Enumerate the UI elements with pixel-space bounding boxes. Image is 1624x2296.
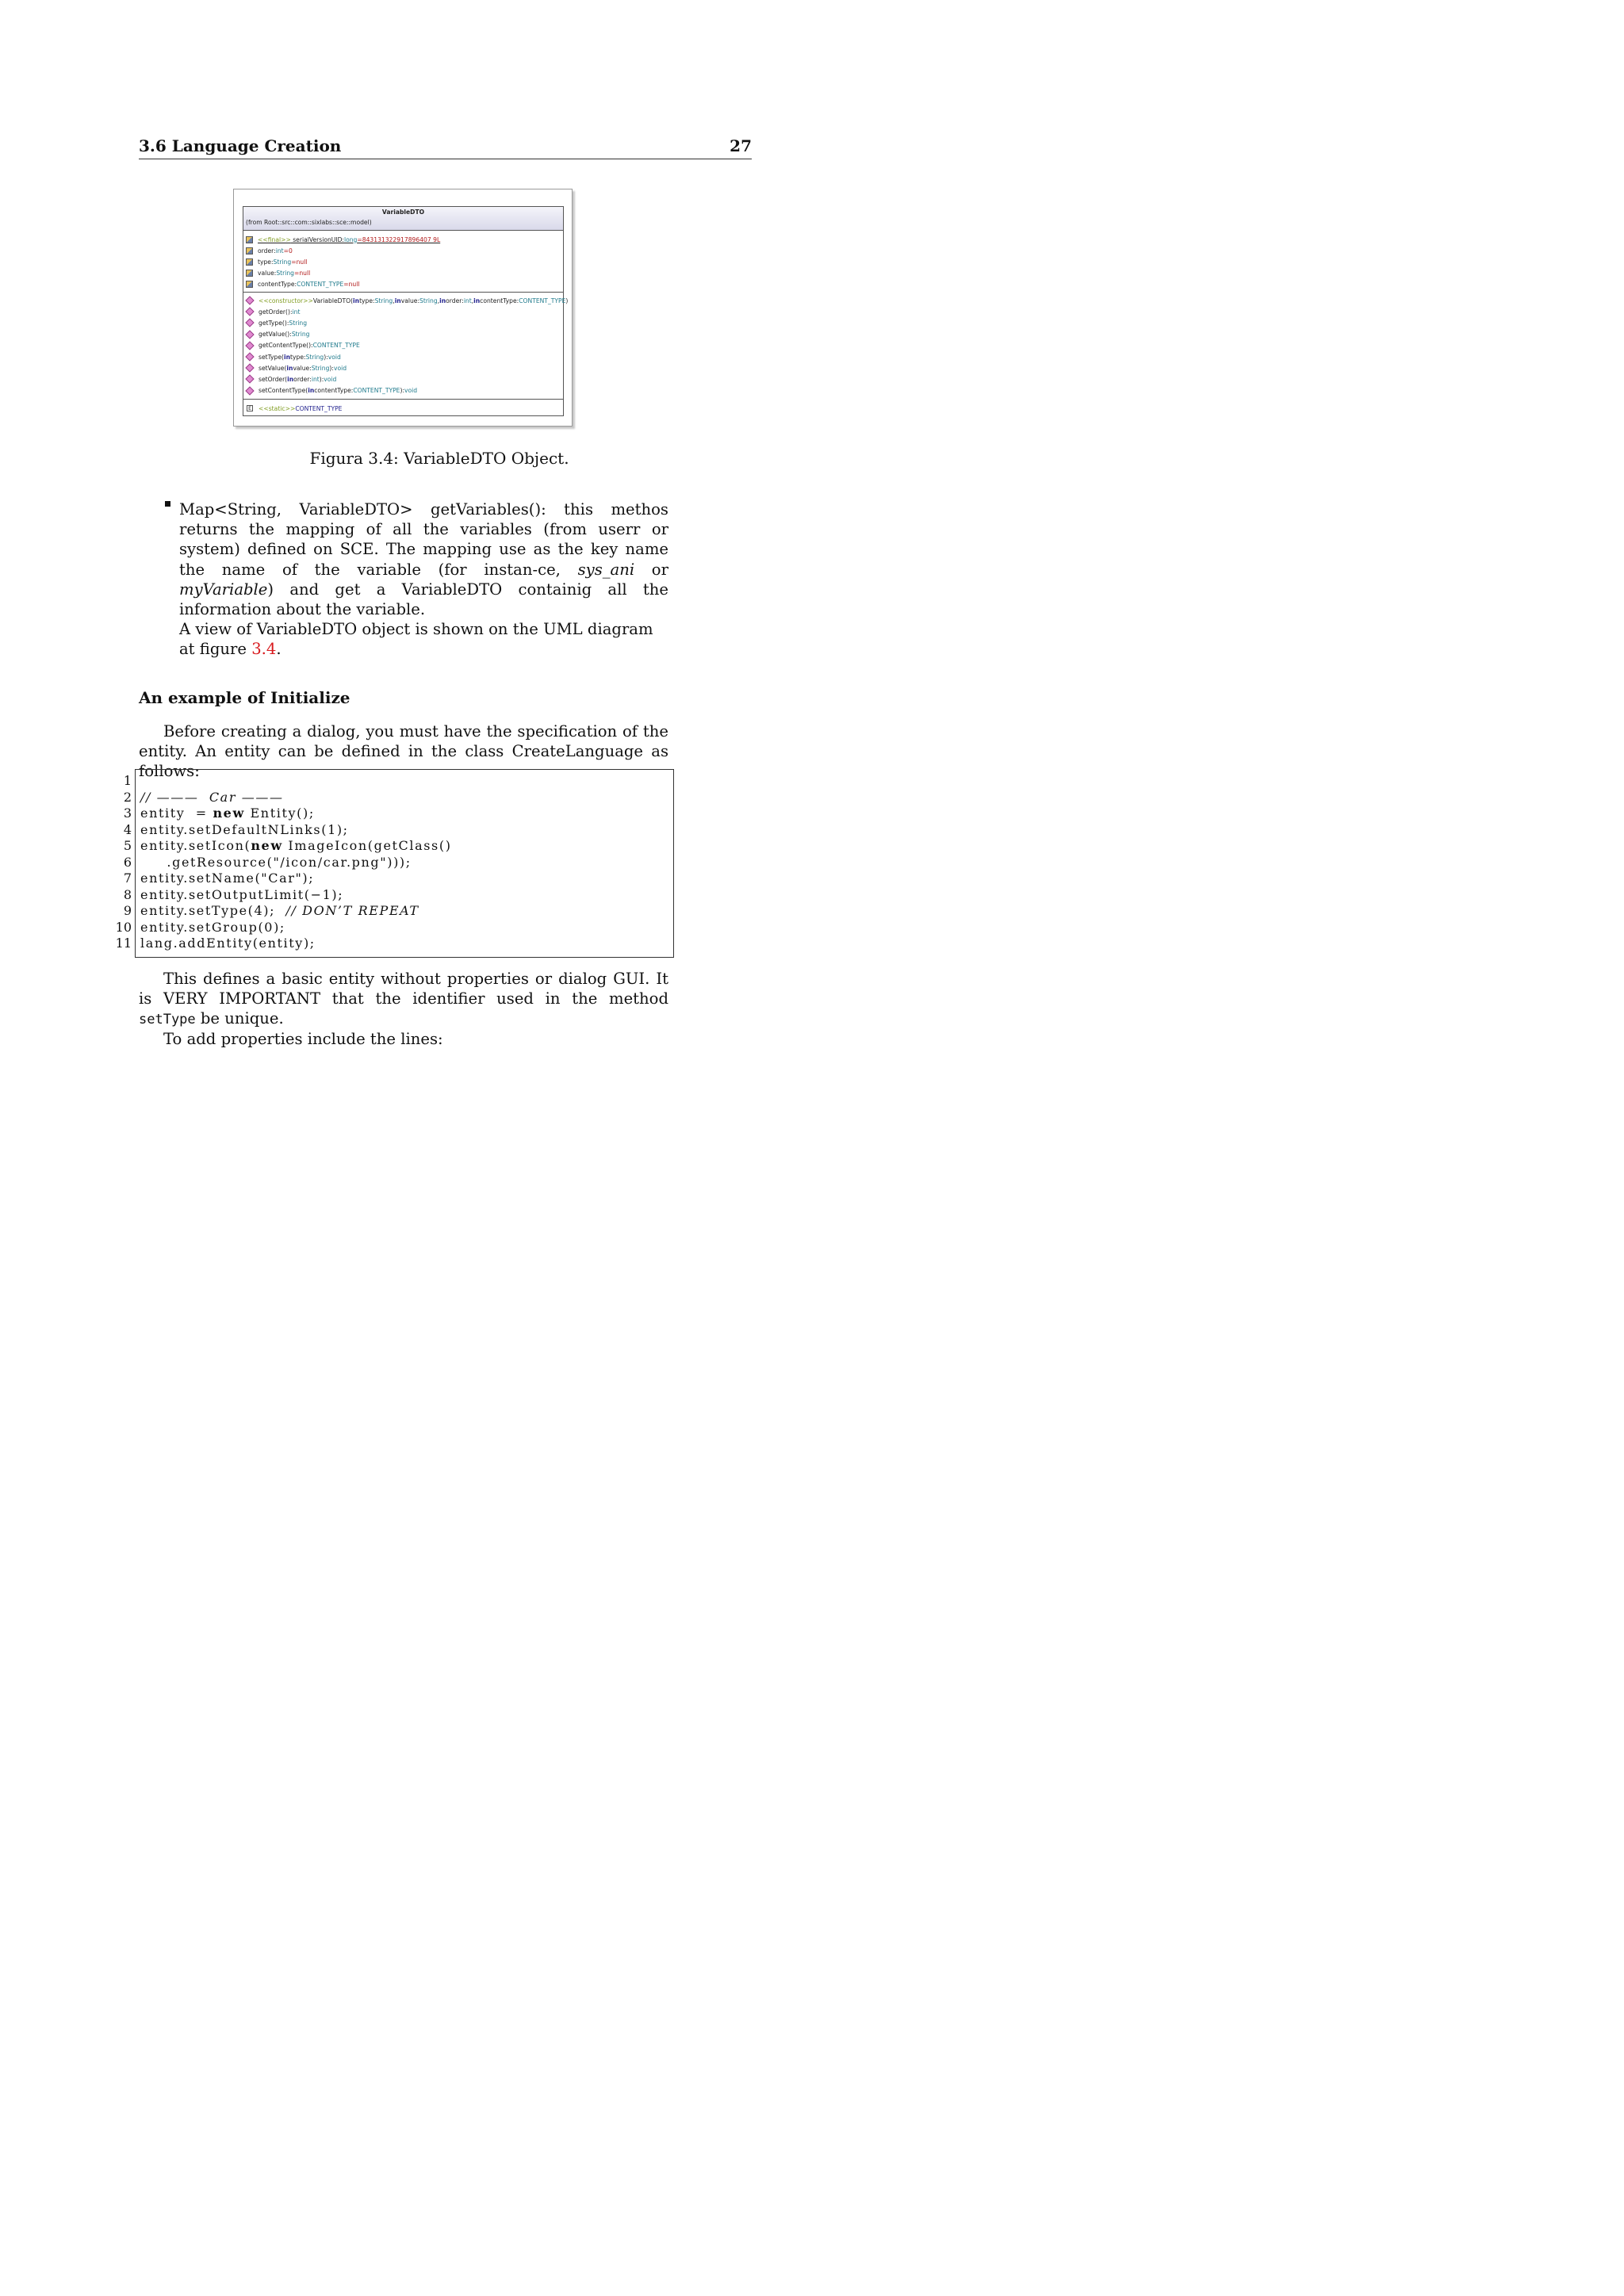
page-number: 27 xyxy=(730,136,752,155)
code-text: entity.setName("Car"); xyxy=(140,871,315,886)
uml-figure xyxy=(233,189,573,427)
operation-text: setValue( xyxy=(259,364,287,372)
attribute-type: String xyxy=(273,258,292,266)
code-line xyxy=(140,920,285,936)
uml-operation xyxy=(243,340,563,351)
inner-name: CONTENT_TYPE xyxy=(295,404,343,412)
operation-text: ): xyxy=(329,364,334,372)
after-code-text: This defines a basic entity without properties or dialog GUI. It is VERY IMPORTANT that the identifier used in the method xyxy=(139,970,668,1008)
operation-text: setContentType( xyxy=(259,387,308,395)
uml-attribute xyxy=(243,256,563,267)
operation-type: CONTENT_TYPE xyxy=(519,297,566,304)
uml-attribute xyxy=(243,268,563,279)
code-line-number: 6 xyxy=(123,855,132,870)
operation-type: int xyxy=(292,308,301,316)
code-text: entity.setType(4); xyxy=(140,903,286,918)
attribute-name: serialVersionUID: xyxy=(290,235,344,243)
operation-type: String xyxy=(419,297,438,304)
code-line-number: 4 xyxy=(123,822,132,837)
operation-text: type: xyxy=(290,353,306,361)
attribute-value: =0 xyxy=(283,247,293,254)
attribute-type: String xyxy=(276,270,294,277)
code-text: .getResource("/icon/car.png"))); xyxy=(140,855,412,870)
operation-text: ): xyxy=(400,387,405,395)
operation-text: type: xyxy=(359,297,375,304)
code-line xyxy=(140,806,315,821)
operation-type: String xyxy=(311,364,330,372)
after-code-paragraph xyxy=(139,969,668,1031)
operation-keyword: in xyxy=(473,297,481,304)
operation-type: void xyxy=(404,387,418,395)
attribute-icon xyxy=(246,270,253,277)
operation-icon xyxy=(245,308,254,316)
code-line-number: 1 xyxy=(123,773,132,788)
operation-type: void xyxy=(327,353,341,361)
figure-reference-link[interactable]: 3.4 xyxy=(251,640,277,659)
code-line-number: 3 xyxy=(123,806,132,821)
operation-type: String xyxy=(374,297,393,304)
uml-class-name: VariableDTO xyxy=(381,209,425,216)
uml-inner-row xyxy=(243,403,563,414)
operation-text: setOrder( xyxy=(259,375,288,383)
attribute-name: type: xyxy=(258,258,274,266)
code-line-number: 9 xyxy=(123,903,132,918)
operation-text: , xyxy=(393,297,395,304)
operation-text: , xyxy=(437,297,440,304)
code-line xyxy=(140,887,343,903)
operation-type: void xyxy=(333,364,347,372)
attribute-value: =null xyxy=(343,281,360,289)
emphasis-sys-ani: sys_ani xyxy=(577,560,635,579)
operation-icon xyxy=(245,352,254,361)
operation-type: String xyxy=(289,319,308,327)
section-title: 3.6 Language Creation xyxy=(139,136,342,155)
uml-operations xyxy=(243,293,569,400)
code-line-number: 11 xyxy=(115,936,132,951)
operation-text: getValue(): xyxy=(259,331,292,339)
operation-type: void xyxy=(324,375,337,383)
figure-caption: Figura 3.4: VariableDTO Object. xyxy=(309,449,569,468)
operation-text: getContentType(): xyxy=(259,342,313,350)
attribute-icon xyxy=(246,281,253,288)
code-line-number: 7 xyxy=(123,871,132,886)
bullet-text-end: ) and get a VariableDTO containig all the information about the variable. xyxy=(179,580,668,619)
operation-text: getOrder(): xyxy=(259,308,293,316)
operation-type: String xyxy=(291,331,310,339)
code-line xyxy=(140,903,419,919)
operation-text: ): xyxy=(319,375,324,383)
operation-text: contentType: xyxy=(314,387,354,395)
emphasis-my-variable: myVariable xyxy=(179,580,268,599)
attribute-type: int xyxy=(275,247,284,254)
bullet-item xyxy=(179,499,668,660)
operation-keyword: in xyxy=(353,297,360,304)
code-text: entity.setOutputLimit(−1); xyxy=(140,887,344,902)
operation-icon xyxy=(245,296,254,304)
code-text: entity.setDefaultNLinks(1); xyxy=(140,822,349,837)
attribute-icon xyxy=(246,236,253,243)
bullet-text-2-end: . xyxy=(276,640,282,659)
operation-icon xyxy=(245,319,254,327)
operation-icon xyxy=(245,364,254,373)
operation-keyword: in xyxy=(308,387,315,395)
code-text: ImageIcon(getClass() xyxy=(282,838,452,853)
enum-icon: E xyxy=(247,405,253,411)
operation-type: String xyxy=(305,353,324,361)
bullet-square-icon xyxy=(164,499,172,507)
operation-keyword: in xyxy=(394,297,401,304)
operation-type: CONTENT_TYPE xyxy=(312,342,360,350)
operation-keyword: in xyxy=(287,375,294,383)
uml-attribute xyxy=(243,234,563,245)
subsection-heading: An example of Initialize xyxy=(139,688,350,707)
operation-text: order: xyxy=(293,375,312,383)
operation-text: , xyxy=(471,297,474,304)
operation-icon xyxy=(245,386,254,395)
uml-operation xyxy=(243,351,563,362)
after-code-text-end: be unique. xyxy=(195,1009,284,1028)
bullet-text-2: A view of VariableDTO object is shown on the UML diagram at figure xyxy=(179,620,653,659)
inner-stereotype: <<static>> xyxy=(259,404,296,412)
attribute-icon xyxy=(246,258,253,266)
operation-type: int xyxy=(311,375,320,383)
code-line xyxy=(140,855,412,871)
uml-operation xyxy=(243,329,563,340)
attribute-value: =null xyxy=(293,270,311,277)
code-line-number: 10 xyxy=(115,920,132,935)
code-line xyxy=(140,822,349,838)
operation-keyword: in xyxy=(286,364,293,372)
uml-attribute xyxy=(243,245,563,256)
code-line-number: 8 xyxy=(123,887,132,902)
uml-operation xyxy=(243,295,569,306)
code-keyword: new xyxy=(251,838,283,853)
running-header xyxy=(139,136,752,159)
operation-text: order: xyxy=(446,297,464,304)
attribute-name: contentType: xyxy=(258,281,297,289)
attribute-value: =null xyxy=(291,258,308,266)
operation-stereotype: <<constructor>> xyxy=(259,297,313,304)
code-line-number: 5 xyxy=(123,838,132,853)
code-line xyxy=(140,790,284,806)
attribute-name: value: xyxy=(258,270,277,277)
uml-operation xyxy=(243,306,563,317)
code-keyword: new xyxy=(213,806,245,821)
operation-keyword: in xyxy=(439,297,446,304)
operation-type: CONTENT_TYPE xyxy=(353,387,400,395)
attribute-icon xyxy=(246,247,253,254)
attribute-type: long xyxy=(343,235,358,243)
attribute-name: order: xyxy=(258,247,276,254)
operation-text: value: xyxy=(293,364,312,372)
operation-keyword: in xyxy=(284,353,291,361)
code-text: entity.setIcon( xyxy=(140,838,251,853)
attribute-stereotype: <<final>> xyxy=(258,235,291,243)
operation-text: contentType: xyxy=(480,297,519,304)
code-line xyxy=(140,838,452,854)
intro-paragraph: Before creating a dialog, you must have the specification of the entity. An entity can be defined in the class CreateLanguage as follows: xyxy=(139,722,668,781)
attribute-value: =843131322917896407 9L xyxy=(357,235,441,243)
code-line xyxy=(140,936,316,951)
operation-type: int xyxy=(463,297,472,304)
inline-code: setType xyxy=(139,1012,196,1028)
code-text: entity.setGroup(0); xyxy=(140,920,285,935)
operation-text: getType(): xyxy=(259,319,289,327)
code-comment: // DON’T REPEAT xyxy=(285,903,419,918)
code-comment: // ——— Car ——— xyxy=(140,790,284,805)
code-line-number: 2 xyxy=(123,790,132,805)
bullet-text: Map<String, VariableDTO> getVariables(): this methos returns the mapping of all the variables (from userr or system) defined on SCE. The mapping use as the key name the name of the variable (for instan-ce, xyxy=(179,500,668,579)
uml-attributes xyxy=(243,231,563,293)
uml-class-box xyxy=(243,206,569,416)
attribute-type: CONTENT_TYPE xyxy=(297,281,344,289)
operation-icon xyxy=(245,330,254,339)
code-line xyxy=(140,871,314,886)
operation-text: ) xyxy=(565,297,569,304)
code-text: lang.addEntity(entity); xyxy=(140,936,316,951)
bullet-text-or: or xyxy=(634,560,668,579)
uml-operation xyxy=(243,385,563,396)
code-text: entity = xyxy=(140,806,213,821)
uml-operation xyxy=(243,362,563,373)
properties-paragraph: To add properties include the lines: xyxy=(163,1030,443,1048)
uml-class-header xyxy=(243,207,563,231)
operation-icon xyxy=(245,375,254,384)
uml-package-label: (from Root::src::com::sixlabs::sce::model) xyxy=(246,219,372,226)
uml-operation xyxy=(243,317,563,328)
operation-text: value: xyxy=(400,297,420,304)
uml-inner-enum xyxy=(243,400,563,415)
uml-operation xyxy=(243,373,563,385)
uml-attribute xyxy=(243,279,563,290)
code-text: Entity(); xyxy=(244,806,315,821)
operation-text: VariableDTO( xyxy=(312,297,354,304)
operation-text: setType( xyxy=(259,353,285,361)
operation-icon xyxy=(245,341,254,350)
operation-text: ): xyxy=(324,353,328,361)
